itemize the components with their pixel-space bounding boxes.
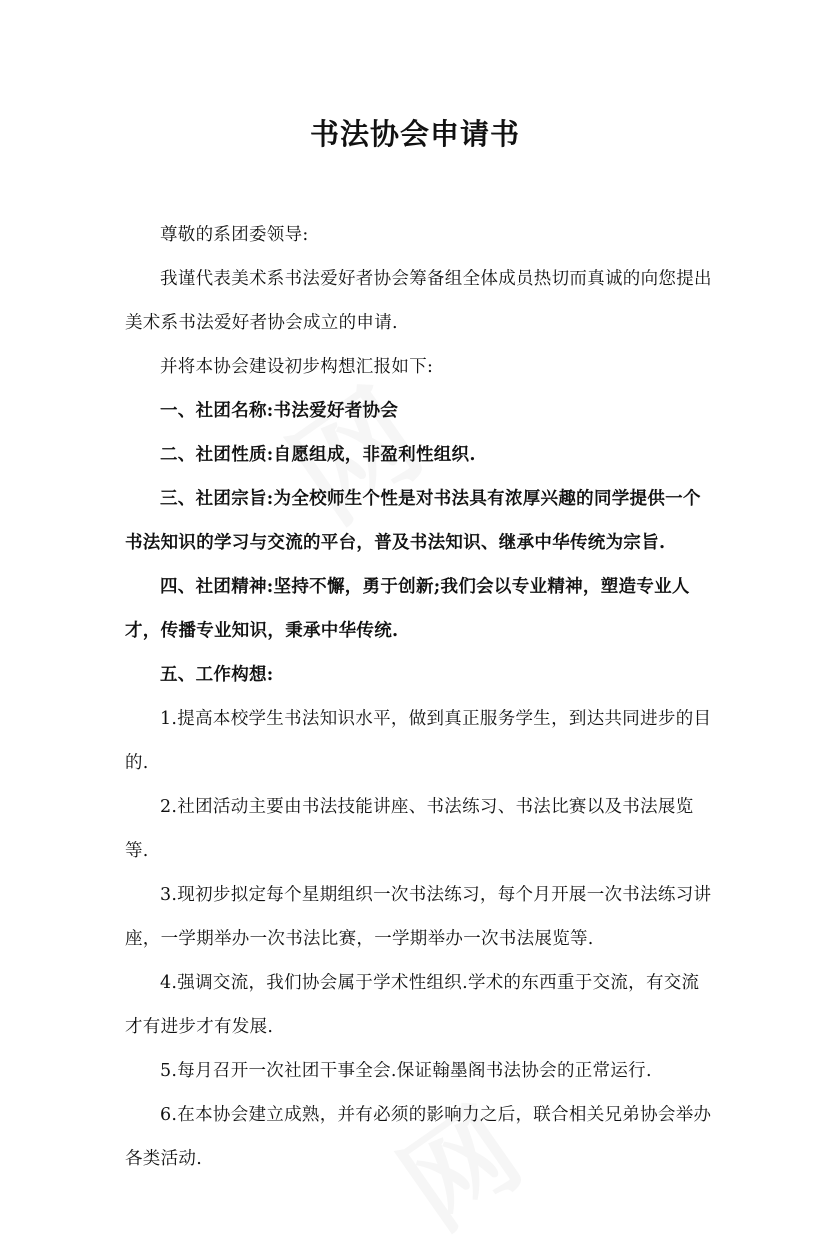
plan-item-3: 3.现初步拟定每个星期组织一次书法练习，每个月开展一次书法练习讲座，一学期举办一次书法比赛，一学期举办一次书法展览等.: [125, 885, 712, 949]
plan-item-6: 6.在本协会建立成熟，并有必须的影响力之后，联合相关兄弟协会举办各类活动.: [125, 1105, 712, 1169]
section-club-purpose: 三、社团宗旨:为全校师生个性是对书法具有浓厚兴趣的同学提供一个书法知识的学习与交流的平台，普及书法知识、继承中华传统为宗旨.: [125, 489, 701, 553]
report-intro: 并将本协会建设初步构想汇报如下:: [160, 357, 434, 377]
document-body: [125, 213, 715, 1181]
plan-item-1: 1.提高本校学生书法知识水平，做到真正服务学生，到达共同进步的目的.: [125, 709, 712, 773]
section-club-spirit: 四、社团精神:坚持不懈，勇于创新;我们会以专业精神，塑造专业人才，传播专业知识，秉承中华传统.: [125, 577, 690, 641]
intro-paragraph: 我谨代表美术系书法爱好者协会筹备组全体成员热切而真诚的向您提出美术系书法爱好者协会成立的申请.: [125, 269, 712, 333]
plan-item-2: 2.社团活动主要由书法技能讲座、书法练习、书法比赛以及书法展览等.: [125, 797, 694, 861]
section-work-plan: 五、工作构想:: [160, 665, 274, 685]
document-title: 书法协会申请书: [309, 117, 520, 151]
section-club-name: 一、社团名称:书法爱好者协会: [160, 401, 399, 421]
plan-item-5: 5.每月召开一次社团干事全会.保证翰墨阁书法协会的正常运行.: [160, 1061, 652, 1081]
plan-item-4: 4.强调交流，我们协会属于学术性组织.学术的东西重于交流，有交流才有进步才有发展.: [125, 973, 700, 1037]
salutation: 尊敬的系团委领导:: [160, 225, 309, 245]
section-club-nature: 二、社团性质:自愿组成，非盈利性组织.: [160, 445, 476, 465]
